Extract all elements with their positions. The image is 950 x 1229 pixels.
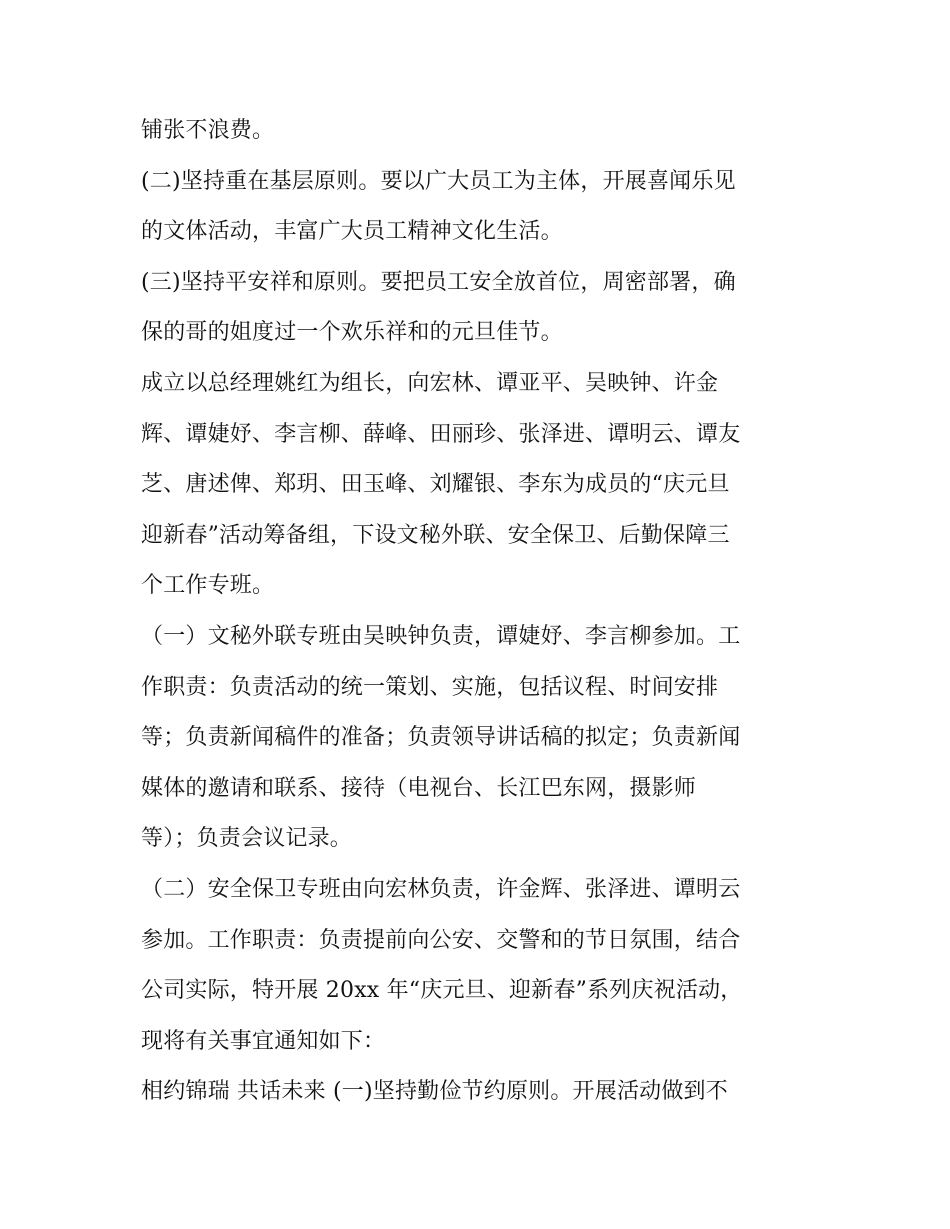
text-line: 公司实际，特开展 20xx 年“庆元旦、迎新春”系列庆祝活动， (141, 978, 743, 1004)
text-line: (二)坚持重在基层原则。要以广大员工为主体，开展喜闻乐见 (141, 168, 736, 194)
text-line: 保的哥的姐度过一个欢乐祥和的元旦佳节。 (141, 320, 563, 346)
text-line: (三)坚持平安祥和原则。要把员工安全放首位，周密部署，确 (141, 269, 736, 295)
text-line: 个工作专班。 (141, 573, 275, 599)
text-line: 的文体活动，丰富广大员工精神文化生活。 (141, 219, 563, 245)
text-line: 媒体的邀请和联系、接待（电视台、长江巴东网，摄影师 (141, 775, 697, 801)
text-line: 成立以总经理姚红为组长，向宏林、谭亚平、吴映钟、许金 (141, 370, 719, 396)
text-line: 现将有关事宜通知如下： (141, 1028, 386, 1054)
text-line: 等；负责新闻稿件的准备；负责领导讲话稿的拟定；负责新闻 (141, 725, 741, 751)
text-line: 作职责：负责活动的统一策划、实施，包括议程、时间安排 (141, 674, 719, 700)
text-line: 铺张不浪费。 (141, 118, 275, 143)
text-line: 等）；负责会议记录。 (141, 826, 353, 852)
document-body (141, 106, 831, 1118)
text-line: 迎新春”活动筹备组，下设文秘外联、安全保卫、后勤保障三 (141, 522, 730, 548)
text-line: 相约锦瑞 共话未来 (一)坚持勤俭节约原则。开展活动做到不 (141, 1079, 728, 1105)
text-line: 芝、唐述俾、郑玥、田玉峰、刘耀银、李东为成员的“庆元旦 (141, 472, 730, 498)
text-line: 辉、谭婕妤、李言柳、薛峰、田丽珍、张泽进、谭明云、谭友 (141, 421, 741, 447)
text-line: （二）安全保卫专班由向宏林负责，许金辉、张泽进、谭明云 (141, 876, 741, 902)
text-line: （一）文秘外联专班由吴映钟负责，谭婕妤、李言柳参加。工 (141, 623, 741, 649)
text-line: 参加。工作职责：负责提前向公安、交警和的节日氛围，结合 (141, 927, 741, 953)
